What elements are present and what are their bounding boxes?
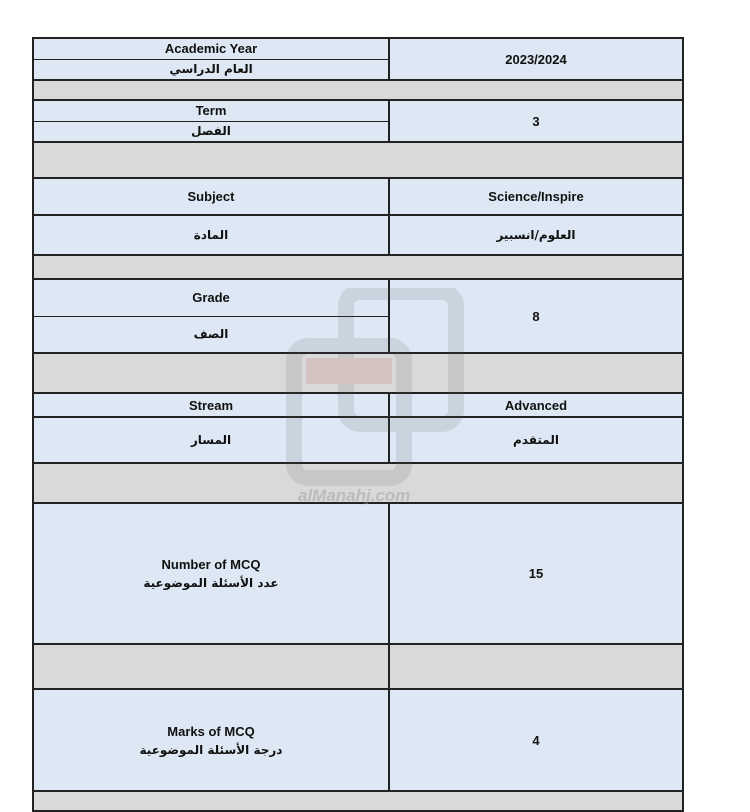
separator-row (34, 256, 682, 280)
mcq-number-label-en: Number of MCQ (161, 557, 261, 572)
mcq-marks-label-en: Marks of MCQ (167, 723, 255, 739)
grade-value: 8 (390, 280, 682, 352)
subject-value-en: Science/Inspire (390, 179, 682, 214)
stream-en-row (34, 394, 682, 418)
term-value: 3 (390, 101, 682, 141)
separator-row (34, 645, 682, 690)
separator-row (34, 464, 682, 504)
mcq-number-label-ar: عدد الأسئلة الموضوعية (143, 576, 279, 590)
grade-label-en: Grade (192, 290, 230, 306)
mcq-marks-label-ar: درجة الأسئلة الموضوعية (139, 742, 283, 757)
watermark-text: alManahj.com (298, 486, 411, 505)
academic-year-label-en: Academic Year (164, 41, 258, 57)
stream-value-en: Advanced (390, 394, 682, 416)
separator-row (34, 143, 682, 179)
mcq-marks-row (34, 690, 682, 792)
stream-value-ar: المتقدم (390, 418, 682, 462)
grade-row (34, 280, 682, 354)
term-label-ar: الفصل (34, 121, 388, 142)
mcq-marks-value: 4 (390, 690, 682, 790)
separator-row (34, 81, 682, 101)
subject-label-en: Subject (34, 179, 390, 214)
term-row (34, 101, 682, 143)
mcq-marks-label-cell (34, 690, 390, 790)
subject-en-row (34, 179, 682, 216)
stream-label-ar: المسار (34, 418, 390, 462)
subject-ar-row (34, 216, 682, 256)
term-label-cell (34, 101, 390, 141)
subject-label-ar: المادة (34, 216, 390, 254)
academic-year-label-cell (34, 39, 390, 79)
separator-cell (390, 645, 682, 688)
academic-year-label-ar: العام الدراسي (34, 59, 388, 80)
term-label-en: Term (195, 103, 227, 119)
stream-label-en: Stream (34, 394, 390, 416)
subject-value-ar: العلوم/انسبير (390, 216, 682, 254)
separator-row (34, 354, 682, 394)
grade-label-ar: الصف (34, 316, 388, 353)
separator-cell (34, 645, 390, 688)
stream-ar-row (34, 418, 682, 464)
grade-label-cell (34, 280, 390, 352)
exam-info-table (32, 37, 684, 812)
mcq-number-value: 15 (390, 504, 682, 643)
academic-year-value: 2023/2024 (390, 39, 682, 79)
separator-row (34, 792, 682, 812)
mcq-number-row (34, 504, 682, 645)
mcq-number-label-cell (34, 504, 390, 643)
academic-year-row (34, 39, 682, 81)
